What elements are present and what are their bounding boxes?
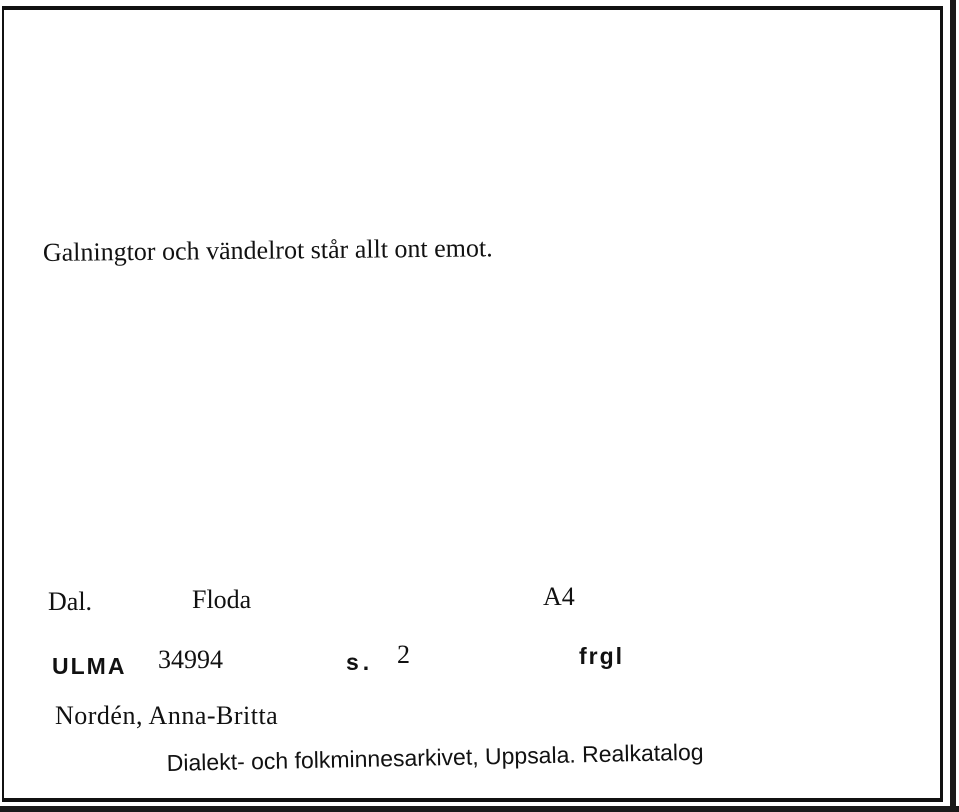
archive-label: ULMA [52, 653, 127, 679]
card-main-text: Galningtor och vändelrot står allt ont emot. [42, 233, 493, 267]
archive-footer: Dialekt- och folkminnesarkivet, Uppsala. Realkatalog [166, 738, 704, 776]
accession-number: 34994 [158, 645, 223, 674]
scan-edge-right [950, 0, 956, 812]
archive-card [2, 6, 943, 802]
page-label: s. [346, 649, 374, 675]
informant-name: Nordén, Anna-Britta [55, 701, 279, 730]
scan-edge-bottom [0, 806, 959, 812]
region-label: Dal. [48, 587, 93, 616]
category-code: A4 [543, 582, 575, 611]
genre-code: frgl [579, 643, 625, 669]
page-number: 2 [397, 640, 410, 669]
parish-label: Floda [192, 585, 252, 614]
